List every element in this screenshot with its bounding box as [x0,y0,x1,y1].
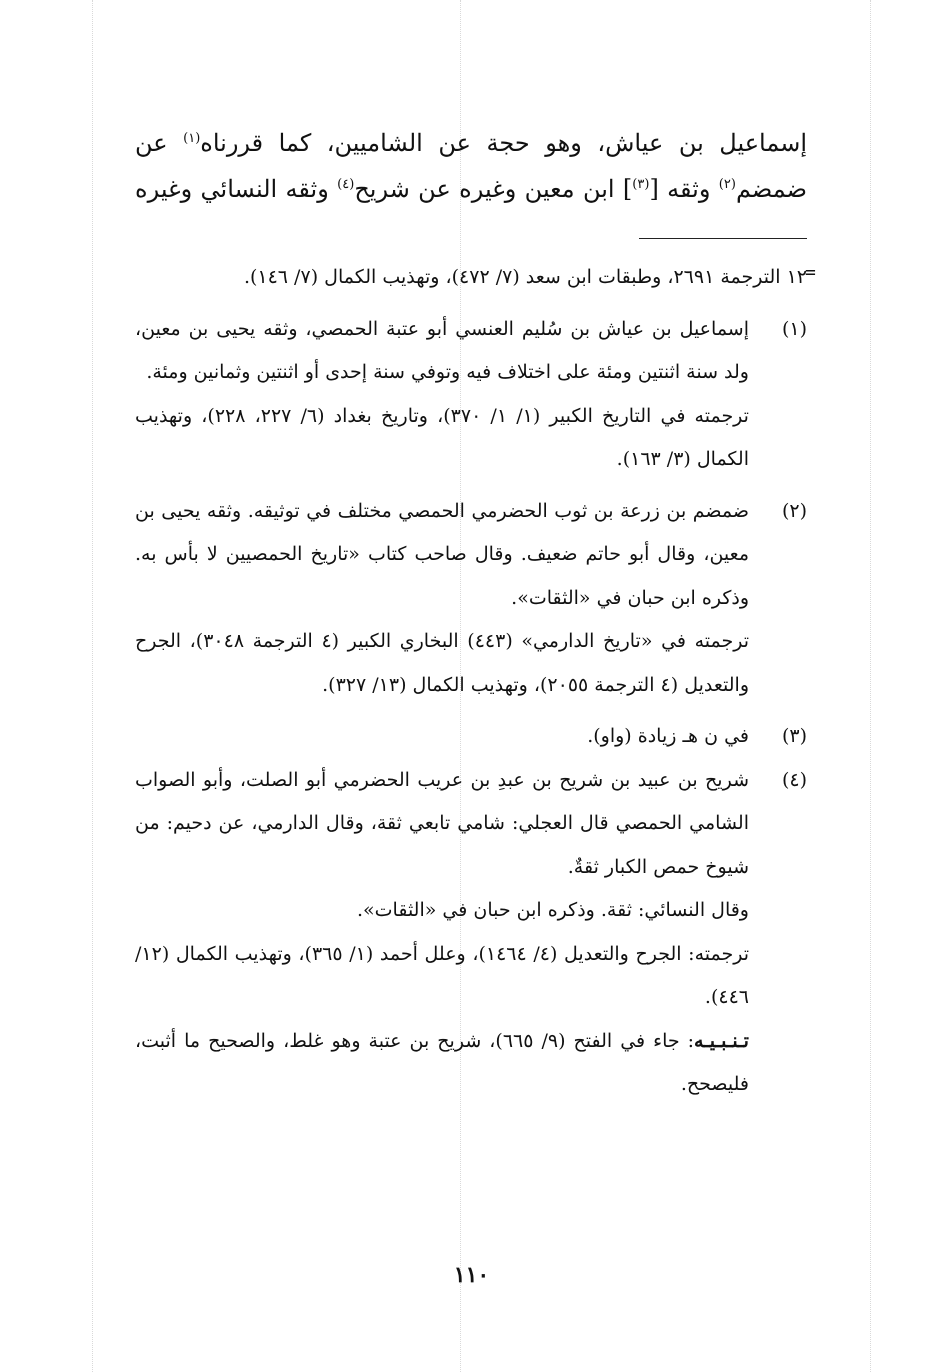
main-line-1: إسماعيل بن عياش، وهو حجة عن الشاميين، كما قررناه$^{(١)}$ عن [135,129,807,157]
footnote-number: (٢) [781,499,807,522]
footnote-number: (٤) [781,768,807,791]
footnote-ref-4[interactable]: (٤) [337,177,355,192]
footnote-1: (١) إسماعيل بن عياش بن سُليم العنسي أبو عتبة الحمصي، وثقه يحيى بن معين، ولد سنة اثنتين ومئة على اختلاف فيه وتوفي سنة إحدى أو اثنتين وثمانين ومئة. ترجمته في التاريخ الكبير (١/ ١/ ٣٧٠)، وتاريخ بغداد (٦/ ٢٢٧، ٢٢٨)، وتهذيب الكمال (٣/ ١٦٣). [135,308,807,482]
scan-artifact-line [870,0,871,1372]
page-number: ١١٠ [453,1262,490,1288]
main-line-2: ضمضم$^{(٢)}$ وثقه [$^{(٣)}$] ابن معين وغيره عن شريح$^{(٤)}$ وثقه النسائي وغيره [135,175,807,203]
footnote-ref-3[interactable]: (٣) [632,177,650,192]
footnote-number: (١) [781,317,807,340]
scan-artifact-line [92,0,93,1372]
footnote-ref-2[interactable]: (٢) [718,177,736,192]
main-text [135,120,807,212]
footnote-note: تـنـبـيـه: جاء في الفتح (٩/ ٦٦٥)، شريح بن عتبة وهو غلط، والصحيح ما أثبت، فليصحح. [135,1029,749,1095]
footnote-3: (٣) في ن هـ زيادة (واو). [135,715,807,759]
footnote-number: (٣) [781,725,807,747]
footnote-ref-1[interactable]: (١) [183,131,201,146]
continuation-mark: = [805,262,816,283]
footnote-2: (٢) ضمضم بن زرعة بن ثوب الحضرمي الحمصي مختلف في توثيقه. وثقه يحيى بن معين، وقال أبو حاتم ضعيف. وقال صاحب كتاب «تاريخ الحمصيين لا بأس به. وذكره ابن حبان في «الثقات». ترجمته في «تاريخ الدارمي» (٤٤٣) البخاري الكبير (٤ الترجمة ٣٠٤٨)، الجرح والتعديل (٤ الترجمة ٢٠٥٥)، وتهذيب الكمال (١٣/ ٣٢٧). [135,490,807,708]
footnote-separator [639,238,807,239]
note-label: تـنـبـيـه [694,1029,749,1052]
footnote-continuation: ١٢ الترجمة ٢٦٩١، وطبقات ابن سعد (٧/ ٤٧٢)، وتهذيب الكمال (٧/ ١٤٦). [243,266,807,288]
footnote-4: (٤) شريح بن عبيد بن شريح بن عبدِ بن عريب الحضرمي أبو الصلت، وأبو الصواب الشامي الحمصي قال العجلي: شامي تابعي ثقة، وقال الدارمي، عن دحيم: من شيوخ حمص الكبار ثقةٌ. وقال النسائي: ثقة. وذكره ابن حبان في «الثقات». ترجمته: الجرح والتعديل (٤/ ١٤٦٤)، وعلل أحمد (١/ ٣٦٥)، وتهذيب الكمال (١٢/ ٤٤٦). تـنـبـيـه: جاء في الفتح (٩/ ٦٦٥)، شريح بن عتبة وهو غلط، والصحيح ما أثبت، فليصحح. [135,759,807,1107]
footnotes [135,256,807,1107]
